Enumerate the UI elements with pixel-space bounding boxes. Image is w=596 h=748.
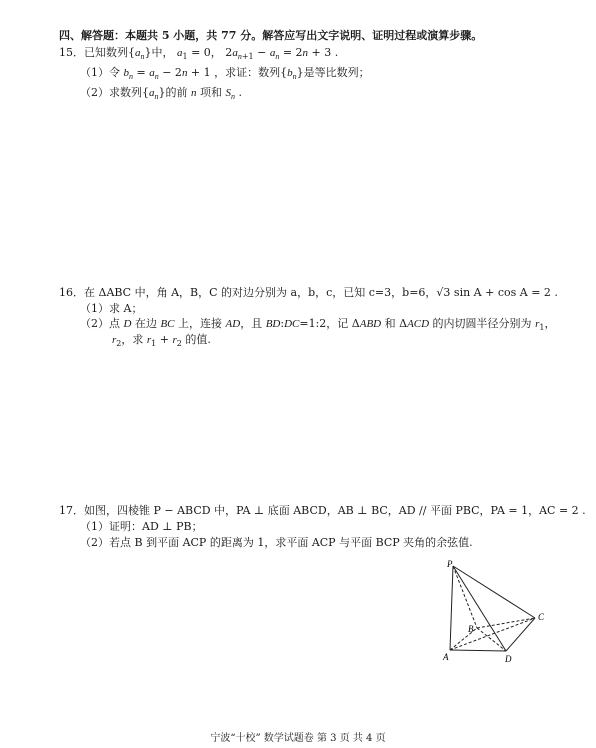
vertex-label-C: C [538,612,545,622]
question-16-part-1: （1）求 A； [80,302,143,315]
edge-BD [477,628,506,651]
vertex-label-D: D [505,654,512,664]
question-17-part-2: （2）若点 B 到平面 ACP 的距离为 1，求平面 ACP 与平面 BCP 夹角的余弦值. [80,536,473,549]
edge-PD [453,566,506,651]
question-15-stem: 15．已知数列$\{a_n\}$中， $a_1 = 0$， $2a_{n+1} - a_n = 2n + 3$ . [59,46,339,62]
page-footer: 宁波“十校” 数学试题卷 第 3 页 共 4 页 [210,733,386,744]
edge-PB [453,566,477,628]
vertex-label-P: P [447,559,453,569]
edge-BC [477,618,535,628]
edge-PC [453,566,535,618]
question-16-part-2: （2）点 D 在边 BC 上，连接 AD，且 BD:DC=1:2，记 ΔABD 和 ΔACD 的内切圆半径分别为 $r_1$， [80,317,556,333]
question-number: 16． [59,286,84,299]
question-number: 15． [59,46,84,59]
edge-PA [450,566,453,650]
pyramid-figure [420,558,560,673]
question-17-stem: 17．如图，四棱锥 P − ABCD 中，PA ⊥ 底面 ABCD，AB ⊥ BC，AD // 平面 PBC，PA = 1，AC = 2 . [59,504,586,517]
question-15-part-2: （2）求数列$\{a_n\}$的前 n 项和 $S_n$ . [80,86,242,102]
vertex-label-B: B [468,624,474,634]
question-16-stem: 16．在 ΔABC 中，角 A，B，C 的对边分别为 a，b，c，已知 c=3，b=6，√3 sin A + cos A = 2 . [59,286,558,299]
question-number: 17． [59,504,84,517]
edge-AD [450,650,506,651]
edge-AC [450,618,535,650]
vertex-label-A: A [443,652,449,662]
question-16-part-2-cont: $r_2$，求 $r_1 + r_2$ 的值. [112,333,211,349]
question-17-part-1: （1）证明：AD ⊥ PB； [80,520,203,533]
question-15-part-1: （1）令 $b_n = a_n - 2n + 1$ ，求证：数列$\{b_n\}$是等比数列； [80,66,370,82]
section-title: 四、解答题：本题共 5 小题，共 77 分。解答应写出文字说明、证明过程或演算步骤。 [59,29,483,42]
